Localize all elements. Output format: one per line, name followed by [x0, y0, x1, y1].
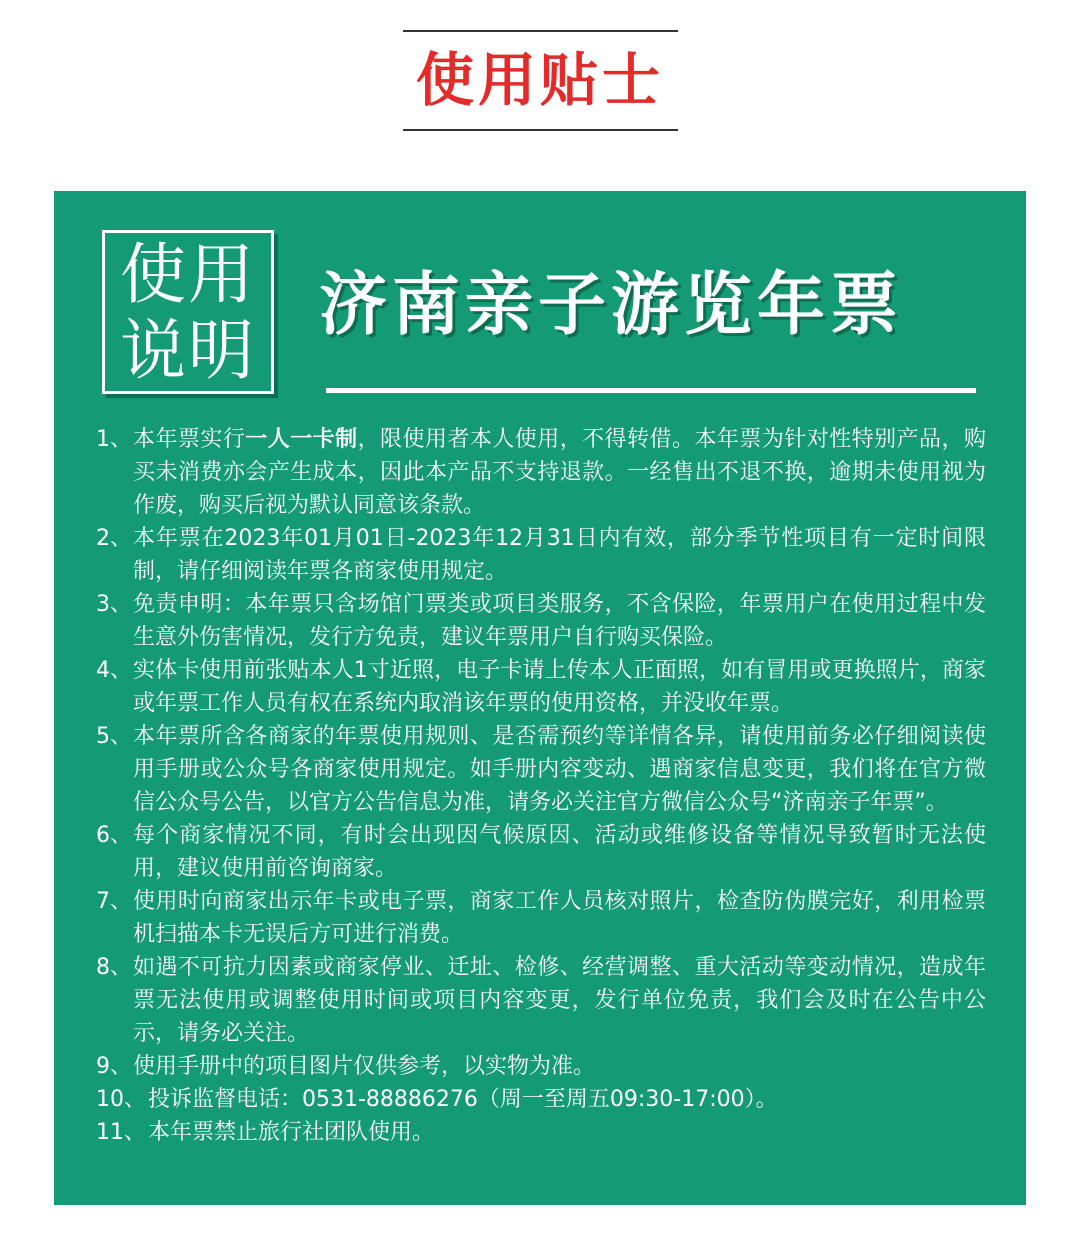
title-top-rule	[403, 30, 678, 32]
rule-item	[96, 720, 986, 819]
rule-item	[96, 1083, 986, 1116]
rule-text: 每个商家情况不同，有时会出现因气候原因、活动或维修设备等情况导致暂时无法使用，建议使用前咨询商家。	[133, 823, 986, 881]
rule-number: 1、	[96, 427, 132, 452]
rule-number: 5、	[96, 724, 132, 749]
rule-number: 2、	[96, 526, 132, 551]
rule-text: 如遇不可抗力因素或商家停业、迁址、检修、经营调整、重大活动等变动情况，造成年票无法使用或调整使用时间或项目内容变更，发行单位免责，我们会及时在公告中公示，请务必关注。	[133, 955, 986, 1046]
usage-label-line-1: 使用	[120, 236, 256, 313]
rule-text: 实体卡使用前张贴本人1寸近照，电子卡请上传本人正面照，如有冒用或更换照片，商家或年票工作人员有权在系统内取消该年票的使用资格，并没收年票。	[133, 658, 986, 716]
rule-number: 11、	[96, 1120, 146, 1145]
rule-item	[96, 1050, 986, 1083]
rule-text: 投诉监督电话：0531-88886276（周一至周五09:30-17:00）。	[148, 1087, 778, 1112]
rule-item	[96, 819, 986, 885]
rule-item	[96, 951, 986, 1050]
title-bottom-rule	[403, 129, 678, 131]
rule-text: 免责申明：本年票只含场馆门票类或项目类服务，不含保险，年票用户在使用过程中发生意外伤害情况，发行方免责，建议年票用户自行购买保险。	[133, 592, 986, 650]
rule-item	[96, 588, 986, 654]
page-title: 使用贴士	[415, 46, 664, 114]
rule-emphasis: 一人一卡制	[245, 427, 358, 452]
rule-item	[96, 885, 986, 951]
rule-text: 本年票在2023年01月01日-2023年12月31日内有效，部分季节性项目有一定时间限制，请仔细阅读年票各商家使用规定。	[133, 526, 986, 584]
rule-item	[96, 654, 986, 720]
rule-number: 8、	[96, 955, 132, 980]
rule-number: 7、	[96, 889, 132, 914]
rule-item	[96, 423, 986, 522]
rule-text: 使用时向商家出示年卡或电子票，商家工作人员核对照片，检查防伪膜完好，利用检票机扫描本卡无误后方可进行消费。	[133, 889, 986, 947]
rule-item	[96, 522, 986, 588]
rule-text: 本年票所含各商家的年票使用规则、是否需预约等详情各异，请使用前务必仔细阅读使用手册或公众号各商家使用规定。如手册内容变动、遇商家信息变更，我们将在官方微信公众号公告，以官方公告信息为准，请务必关注官方微信公众号“济南亲子年票”。	[133, 724, 986, 815]
rule-text-after: ，限使用者本人使用，不得转借。本年票为针对性特别产品，购买未消费亦会产生成本，因此本产品不支持退款。一经售出不退不换，逾期未使用视为作废，购买后视为默认同意该条款。	[133, 427, 986, 518]
usage-label-box	[102, 230, 274, 394]
usage-label-line-2: 说明	[120, 312, 256, 389]
rule-number: 6、	[96, 823, 132, 848]
panel-heading: 济南亲子游览年票	[319, 266, 904, 345]
rule-item	[96, 1116, 986, 1149]
rule-text: 本年票禁止旅行社团队使用。	[148, 1120, 435, 1145]
rule-text: 使用手册中的项目图片仅供参考，以实物为准。	[133, 1054, 596, 1079]
heading-underline	[326, 388, 976, 393]
rule-number: 4、	[96, 658, 132, 683]
rule-number: 9、	[96, 1054, 132, 1079]
rule-number: 10、	[96, 1087, 146, 1112]
rule-text-before: 本年票实行	[133, 427, 246, 452]
rule-number: 3、	[96, 592, 132, 617]
rules-list	[96, 423, 986, 1149]
rule-text	[133, 423, 986, 522]
instructions-panel	[54, 191, 1026, 1205]
